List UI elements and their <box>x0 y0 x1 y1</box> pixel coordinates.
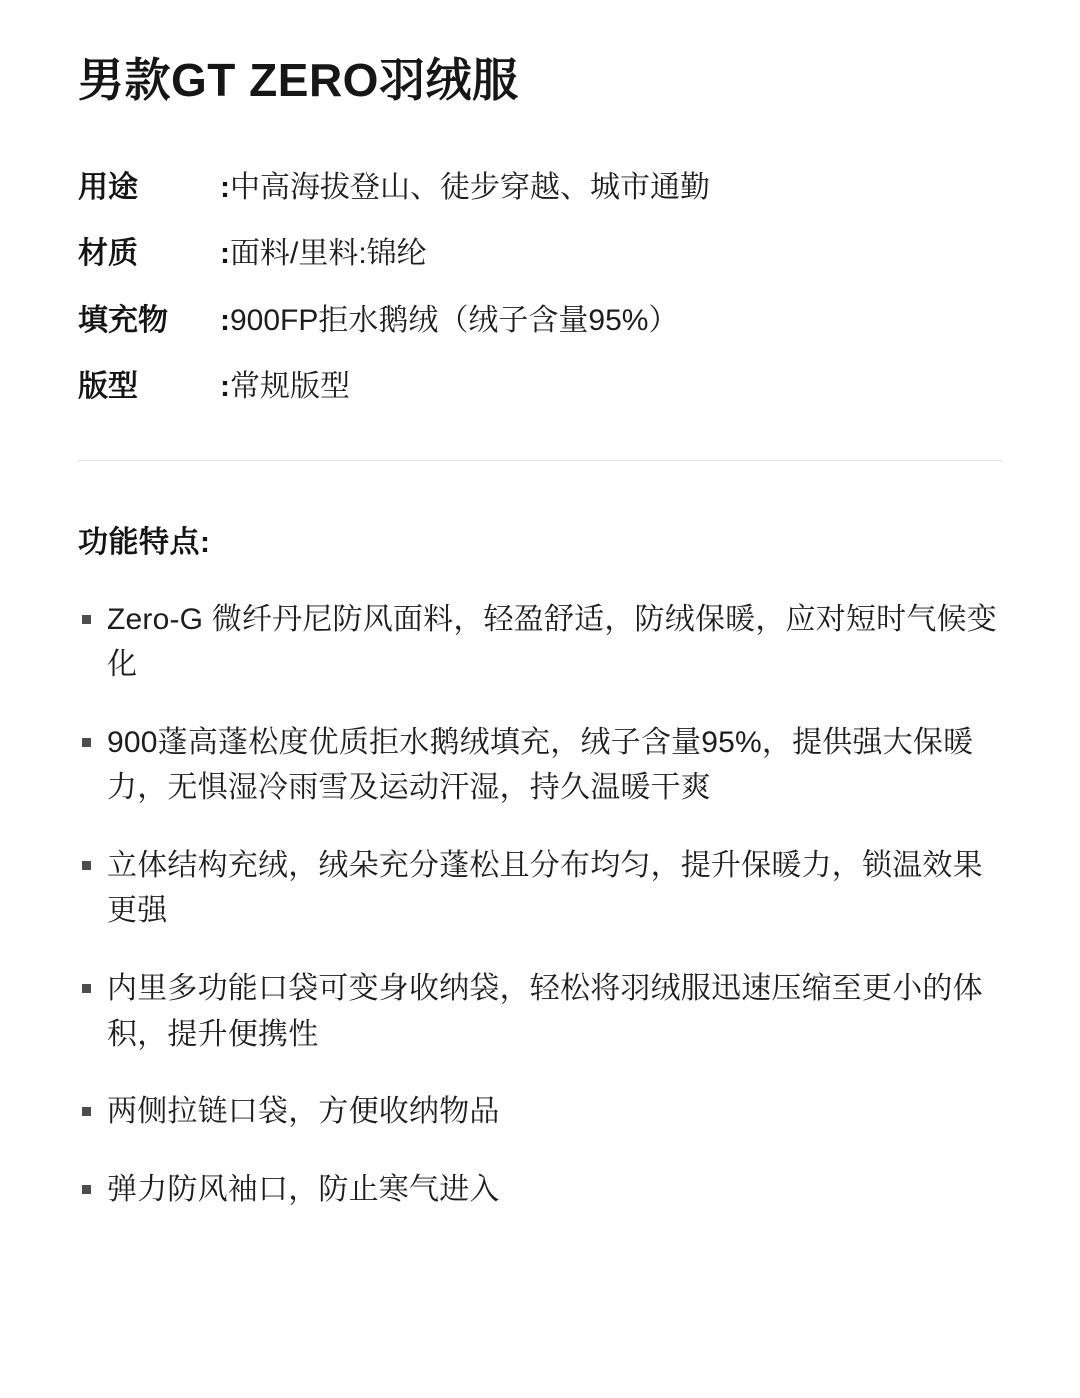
feature-text: 两侧拉链口袋，方便收纳物品 <box>107 1095 500 1129</box>
spec-label-text: 用途 <box>78 170 138 204</box>
spec-label-text: 材质 <box>78 237 138 270</box>
spec-row <box>78 168 1002 209</box>
list-item <box>78 597 1002 688</box>
spec-label-colon: : <box>220 303 230 337</box>
list-item <box>78 843 1002 934</box>
spec-label <box>78 367 230 408</box>
list-item <box>78 1167 1002 1213</box>
features-list <box>78 597 1002 1213</box>
spec-label <box>78 168 230 209</box>
spec-label-colon: : <box>220 170 230 204</box>
spec-value: 900FP拒水鹅绒（绒子含量95%） <box>230 303 679 337</box>
feature-text: 立体结构充绒，绒朵充分蓬松且分布均匀，提升保暖力，锁温效果更强 <box>107 848 983 928</box>
spec-label <box>78 301 230 342</box>
page-title: 男款GT ZERO羽绒服 <box>78 54 519 106</box>
list-item <box>78 966 1002 1057</box>
feature-text: 内里多功能口袋可变身收纳袋，轻松将羽绒服迅速压缩至更小的体积，提升便携性 <box>107 972 983 1051</box>
spec-list <box>78 168 1002 408</box>
bullet-icon <box>82 861 91 870</box>
spec-label-text: 填充物 <box>78 303 168 337</box>
spec-label-colon: : <box>220 237 230 270</box>
spec-value: 中高海拔登山、徒步穿越、城市通勤 <box>230 170 710 204</box>
bullet-icon <box>82 1107 91 1116</box>
bullet-icon <box>82 984 91 993</box>
spec-label-colon: : <box>220 370 230 403</box>
feature-text: Zero-G 微纤丹尼防风面料，轻盈舒适，防绒保暖，应对短时气候变化 <box>107 602 997 682</box>
list-item <box>78 720 1002 811</box>
features-heading: 功能特点: <box>78 525 211 559</box>
spec-label-text: 版型 <box>78 370 138 403</box>
feature-text: 900蓬高蓬松度优质拒水鹅绒填充，绒子含量95%，提供强大保暖力，无惧湿冷雨雪及运动汗湿，持久温暖干爽 <box>107 725 974 805</box>
list-item <box>78 1089 1002 1135</box>
section-divider <box>78 460 1002 461</box>
spec-row <box>78 234 1002 275</box>
spec-value: 常规版型 <box>230 370 350 403</box>
bullet-icon <box>82 1185 91 1194</box>
spec-label <box>78 234 230 275</box>
bullet-icon <box>82 738 91 747</box>
spec-row <box>78 367 1002 408</box>
spec-row <box>78 301 1002 342</box>
feature-text: 弹力防风袖口，防止寒气进入 <box>107 1172 500 1206</box>
bullet-icon <box>82 615 91 624</box>
spec-value: 面料/里料:锦纶 <box>230 237 427 270</box>
